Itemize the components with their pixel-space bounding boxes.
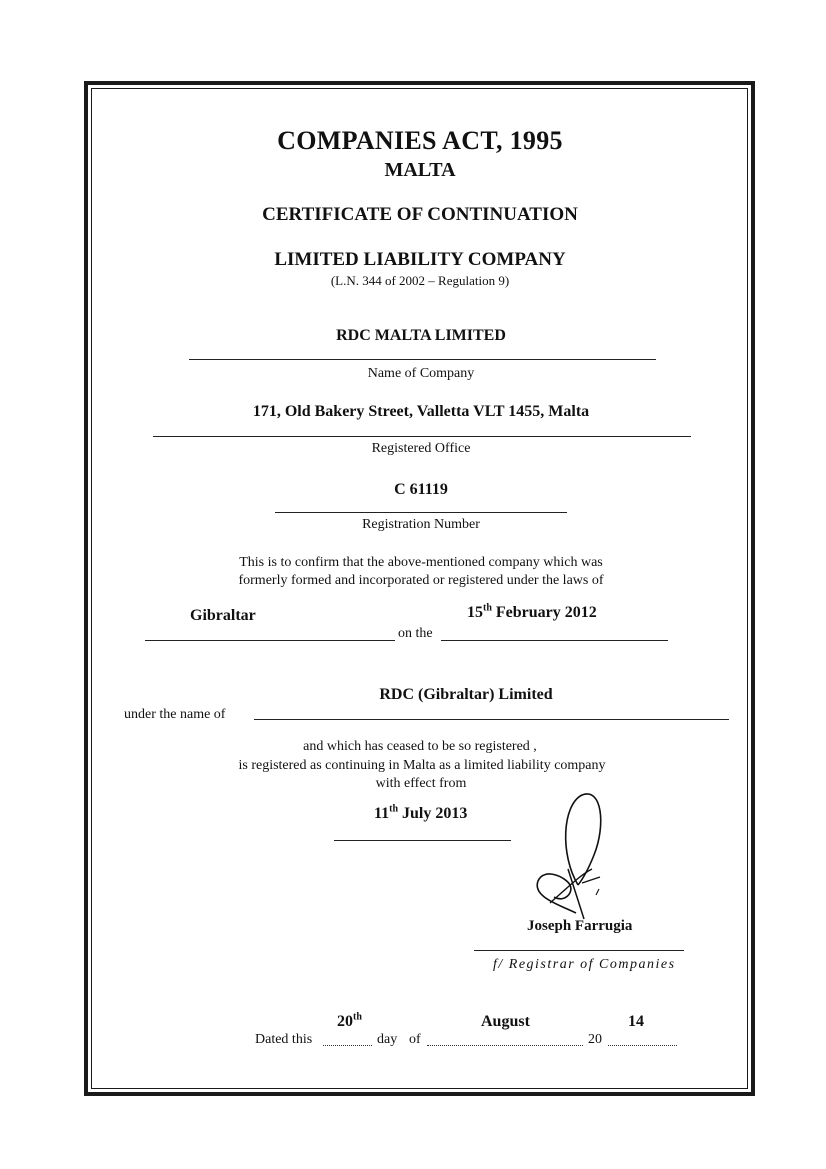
incorporation-date: 15th February 2012 bbox=[467, 602, 597, 621]
registration-number: C 61119 bbox=[394, 481, 448, 498]
registered-office: 171, Old Bakery Street, Valletta VLT 1455, Malta bbox=[252, 403, 590, 420]
under-name-label: under the name of bbox=[124, 707, 226, 722]
jurisdiction: Gibraltar bbox=[190, 607, 256, 624]
date-line bbox=[441, 640, 668, 641]
of-label: of bbox=[409, 1032, 421, 1047]
ceased-line-2: is registered as continuing in Malta as a limited liability company bbox=[238, 758, 606, 773]
dated-year: 14 bbox=[628, 1013, 644, 1030]
dated-day: 20th bbox=[337, 1011, 362, 1030]
signatory-role: f/ Registrar of Companies bbox=[493, 957, 676, 972]
former-name-line bbox=[254, 719, 729, 720]
company-name-line bbox=[189, 359, 656, 360]
month-dots bbox=[427, 1045, 583, 1046]
former-company-name: RDC (Gibraltar) Limited bbox=[379, 686, 553, 703]
signatory-name: Joseph Farrugia bbox=[527, 918, 633, 934]
registration-number-label: Registration Number bbox=[362, 517, 480, 532]
registered-office-label: Registered Office bbox=[371, 441, 471, 456]
signature-line bbox=[474, 950, 684, 951]
day-label: day bbox=[377, 1032, 398, 1047]
day-dots bbox=[323, 1045, 372, 1046]
company-name: RDC MALTA LIMITED bbox=[336, 327, 506, 344]
act-title: COMPANIES ACT, 1995 bbox=[277, 126, 563, 155]
century-label: 20 bbox=[588, 1032, 602, 1047]
confirmation-line-1: This is to confirm that the above-mentioned company which was bbox=[239, 555, 603, 570]
jurisdiction-line bbox=[145, 640, 395, 641]
effective-date: 11th July 2013 bbox=[374, 803, 468, 822]
regulation-reference: (L.N. 344 of 2002 – Regulation 9) bbox=[330, 273, 510, 288]
dated-month: August bbox=[481, 1013, 530, 1030]
company-name-label: Name of Company bbox=[367, 366, 475, 381]
ceased-line-3: with effect from bbox=[375, 776, 467, 791]
certificate-title: CERTIFICATE OF CONTINUATION bbox=[262, 204, 578, 225]
on-the-label: on the bbox=[398, 626, 433, 641]
dated-this-label: Dated this bbox=[255, 1032, 313, 1047]
handwritten-signature bbox=[520, 785, 633, 935]
company-type-title: LIMITED LIABILITY COMPANY bbox=[274, 249, 566, 270]
year-dots bbox=[608, 1045, 677, 1046]
effective-date-line bbox=[334, 840, 511, 841]
registered-office-line bbox=[153, 436, 691, 437]
registration-number-line bbox=[275, 512, 567, 513]
confirmation-line-2: formerly formed and incorporated or registered under the laws of bbox=[238, 573, 604, 588]
country-title: MALTA bbox=[384, 159, 456, 181]
ceased-line-1: and which has ceased to be so registered , bbox=[303, 739, 537, 754]
